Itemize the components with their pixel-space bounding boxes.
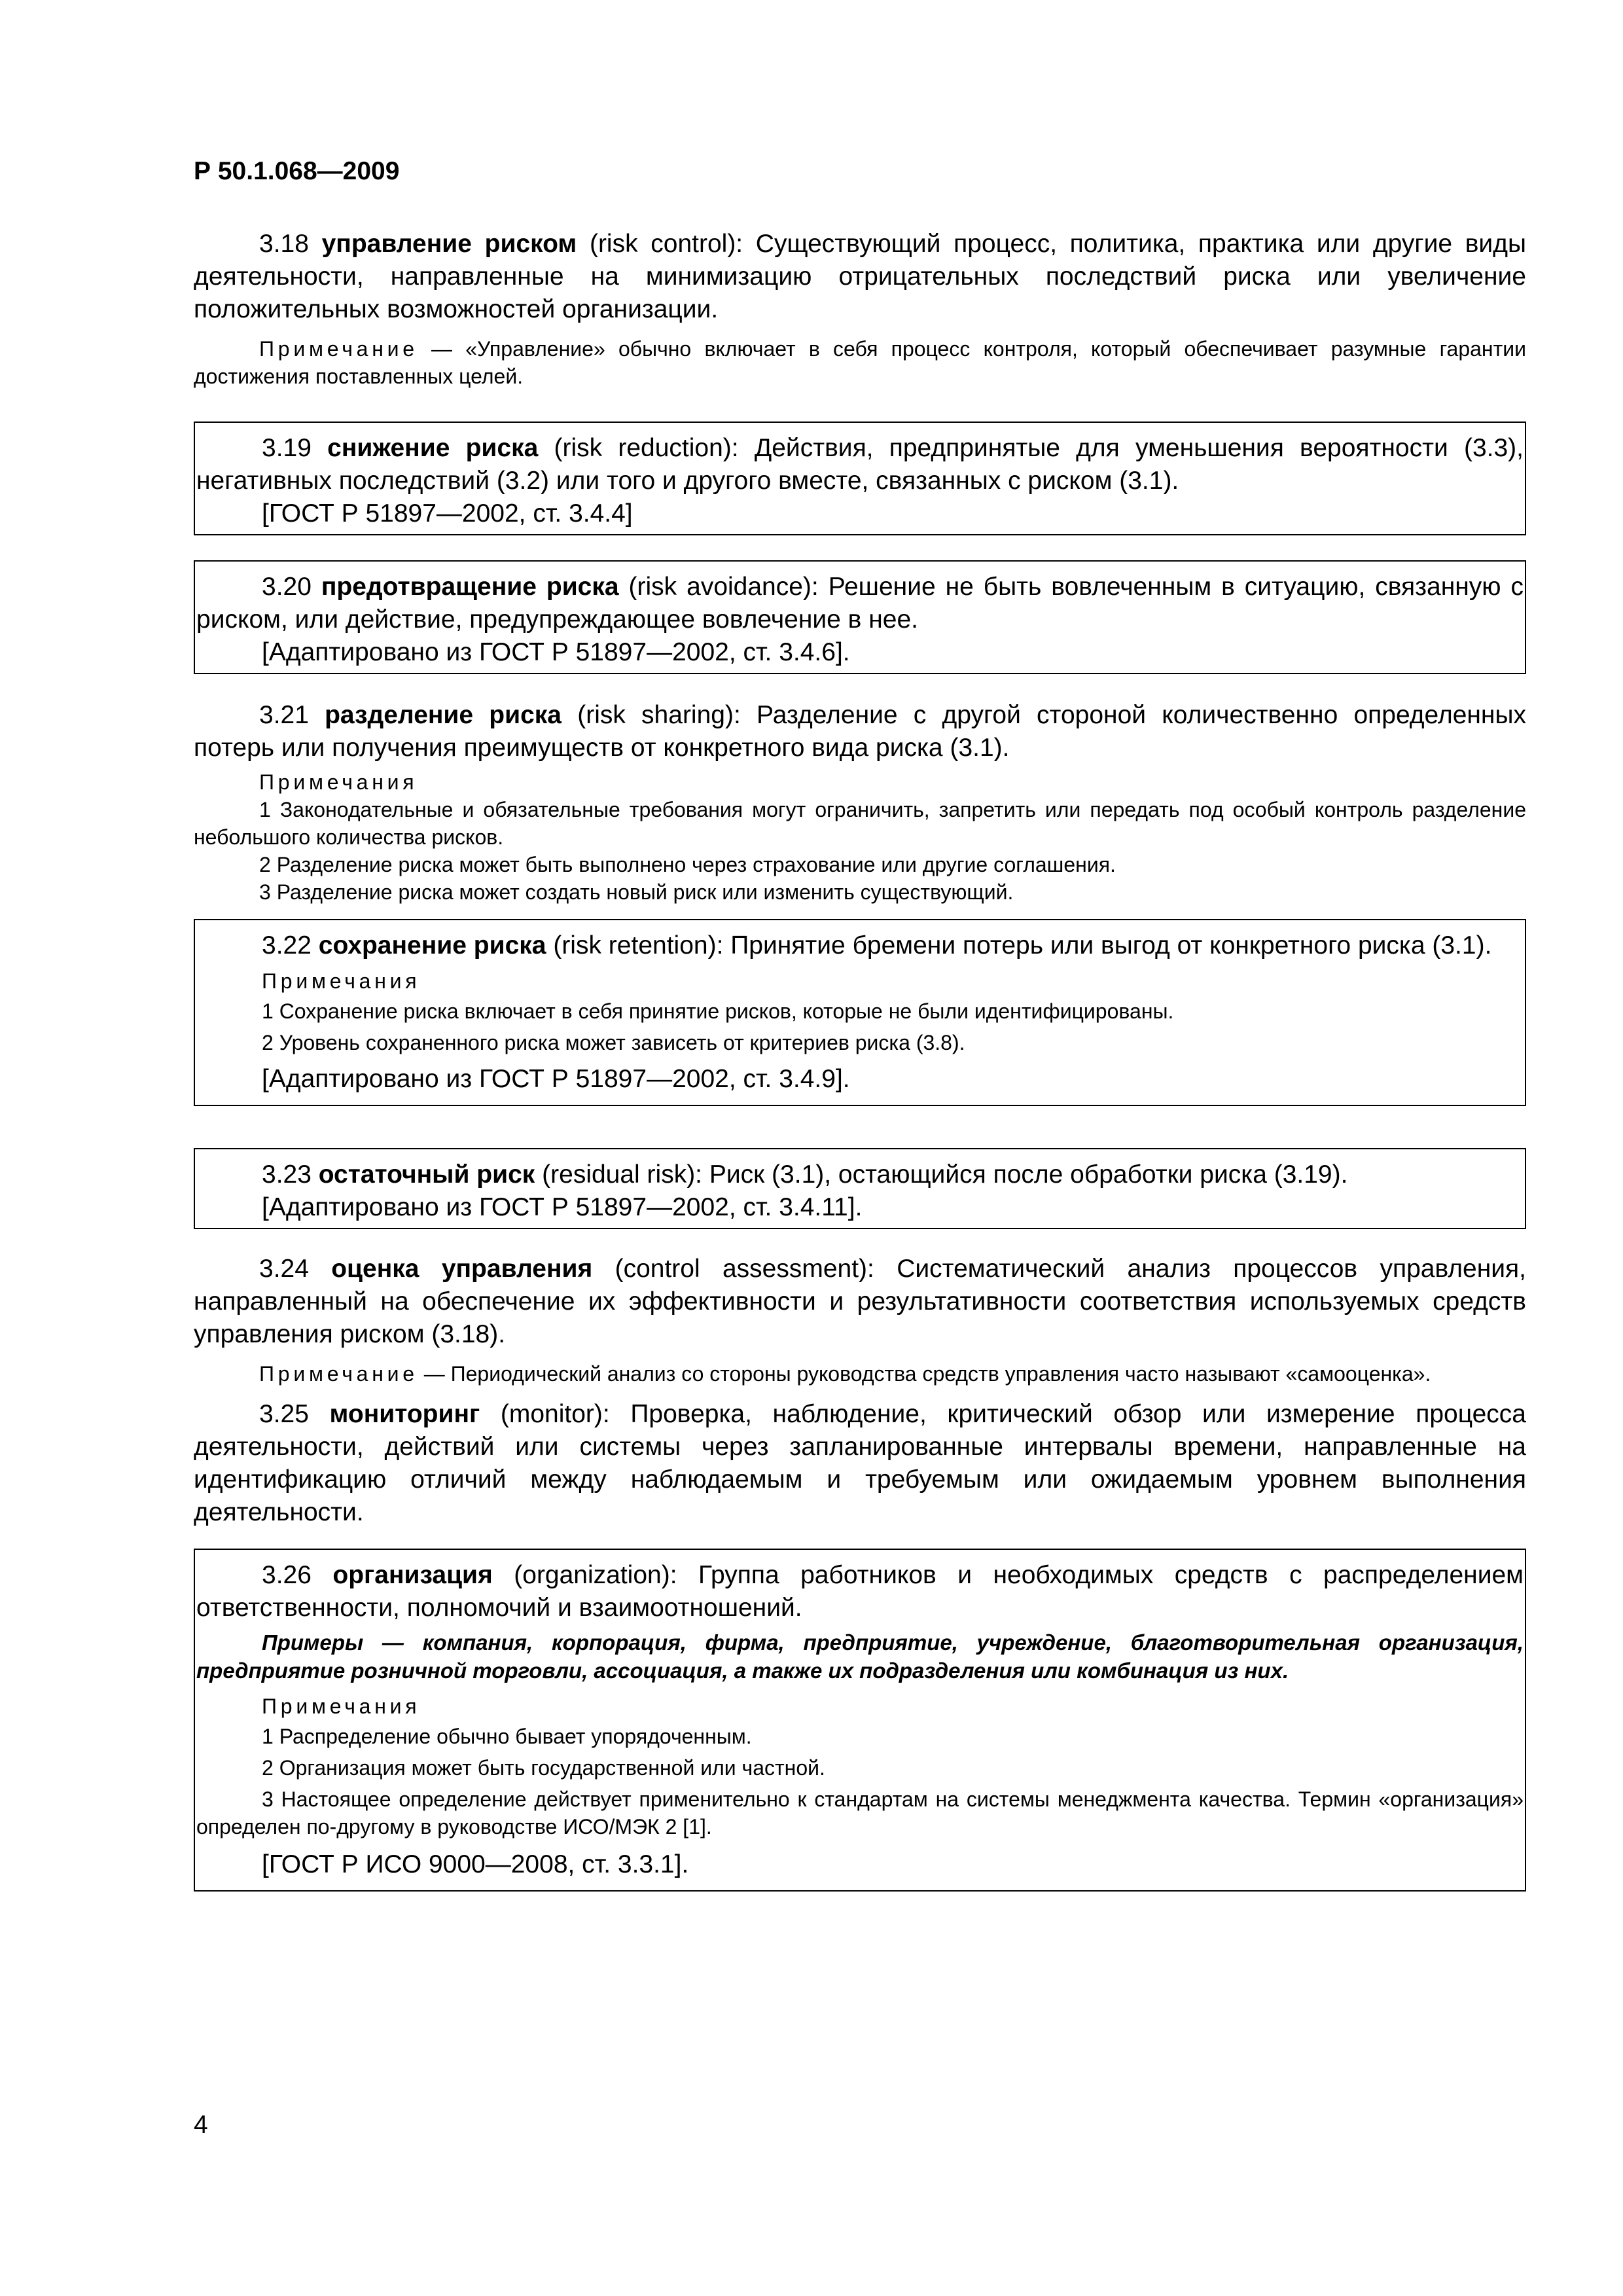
- term-title: оценка управления: [331, 1255, 593, 1283]
- notes-label: Примечания: [259, 770, 418, 794]
- notes-label: Примечания: [262, 969, 421, 993]
- section-3-22-box: [194, 919, 1526, 1106]
- term-number: 3.19: [262, 434, 312, 462]
- term-definition: (monitor): Проверка, наблюдение, критический обзор или измерение процесса деятельности, действий или системы через запланированные интервалы времени, направленные на идентификацию отличий между наблюдаемым и требуемым или ожидаемым уровнем выполнения деятельности.: [194, 1400, 1526, 1526]
- term-definition: (risk avoidance): Решение не быть вовлеченным в ситуацию, связанную с риском, или действие, предупреждающее вовлечение в нее.: [196, 573, 1524, 634]
- term-title: остаточный риск: [318, 1160, 535, 1189]
- note-text: — «Управление» обычно включает в себя процесс контроля, который обеспечивает разумные гарантии достижения поставленных целей.: [194, 337, 1526, 388]
- term-title: организация: [332, 1561, 493, 1589]
- definition-3-23: [196, 1158, 1524, 1191]
- term-title: разделение риска: [325, 701, 562, 729]
- term-definition: (risk control): Существующий процесс, политика, практика или другие виды деятельности, направленные на минимизацию отрицательных последствий риска или увеличение положительных возможностей организации.: [194, 230, 1527, 323]
- source-reference: [Адаптировано из ГОСТ Р 51897—2002, ст. 3.4.6].: [262, 638, 850, 666]
- examples-text: Примеры — компания, корпорация, фирма, предприятие, учреждение, благотворительная организация, предприятие розничной торговли, ассоциация, а также их подразделения или комбинация из них.: [196, 1630, 1524, 1683]
- source-reference: [Адаптировано из ГОСТ Р 51897—2002, ст. 3.4.9].: [262, 1065, 850, 1093]
- term-number: 3.23: [262, 1160, 312, 1189]
- term-definition: (control assessment): Систематический анализ процессов управления, направленный на обеспечение их эффективности и результативности соответствия используемых средств управления риском (3.18).: [194, 1255, 1527, 1348]
- term-number: 3.18: [259, 230, 309, 258]
- section-3-21: [194, 699, 1526, 906]
- term-title: сохранение риска: [318, 931, 546, 960]
- source-reference: [Адаптировано из ГОСТ Р 51897—2002, ст. 3.4.11].: [262, 1193, 863, 1221]
- note-2: 2 Уровень сохраненного риска может зависеть от критериев риска (3.8).: [262, 1031, 965, 1054]
- definition-3-18: [194, 228, 1526, 326]
- section-3-20-box: [194, 560, 1526, 674]
- note-1: 1 Законодательные и обязательные требования могут ограничить, запретить или передать под особый контроль разделение небольшого количества рисков.: [194, 798, 1526, 849]
- definition-3-24: [194, 1253, 1526, 1351]
- term-definition: (risk sharing): Разделение с другой стороной количественно определенных потерь или получения преимуществ от конкретного вида риска (3.1).: [194, 701, 1526, 762]
- note-3: 3 Разделение риска может создать новый риск или изменить существующий.: [259, 880, 1014, 904]
- definition-3-22: [196, 929, 1524, 962]
- definition-3-19: [196, 432, 1524, 497]
- note-2: 2 Разделение риска может быть выполнено через страхование или другие соглашения.: [259, 853, 1116, 876]
- note-3-18: [194, 335, 1526, 390]
- note-text: — Периодический анализ со стороны руководства средств управления часто называют «самооценка».: [418, 1362, 1431, 1386]
- term-definition: (risk retention): Принятие бремени потерь или выгод от конкретного риска (3.1).: [546, 931, 1492, 960]
- section-3-24: [194, 1253, 1526, 1388]
- page-number: 4: [194, 2111, 208, 2139]
- term-title: снижение риска: [327, 434, 539, 462]
- note-3-24: [194, 1360, 1526, 1388]
- definition-3-21: [194, 699, 1526, 764]
- section-3-25: [194, 1398, 1526, 1529]
- note-1: 1 Распределение обычно бывает упорядоченным.: [262, 1725, 752, 1748]
- definition-3-25: [194, 1398, 1526, 1529]
- note-label: Примечание: [259, 1362, 418, 1386]
- term-number: 3.21: [259, 701, 309, 729]
- source-reference: [ГОСТ Р ИСО 9000—2008, ст. 3.3.1].: [262, 1850, 689, 1878]
- term-definition: (risk reduction): Действия, предпринятые для уменьшения вероятности (3.3), негативных последствий (3.2) или того и другого вместе, связанных с риском (3.1).: [196, 434, 1524, 495]
- document-header: Р 50.1.068—2009: [194, 157, 400, 185]
- term-definition: (organization): Группа работников и необходимых средств с распределением ответственности, полномочий и взаимоотношений.: [196, 1561, 1524, 1622]
- definition-3-26: [196, 1559, 1524, 1624]
- note-1: 1 Сохранение риска включает в себя принятие рисков, которые не были идентифицированы.: [262, 999, 1174, 1023]
- section-3-19-box: [194, 422, 1526, 535]
- term-number: 3.25: [259, 1400, 309, 1428]
- term-number: 3.24: [259, 1255, 309, 1283]
- term-number: 3.22: [262, 931, 312, 960]
- term-title: предотвращение риска: [321, 573, 619, 601]
- section-3-18: [194, 228, 1526, 390]
- notes-label: Примечания: [262, 1695, 421, 1718]
- section-3-26-box: [194, 1549, 1526, 1892]
- term-definition: (residual risk): Риск (3.1), остающийся после обработки риска (3.19).: [535, 1160, 1348, 1189]
- term-title: управление риском: [321, 230, 577, 258]
- note-3: 3 Настоящее определение действует применительно к стандартам на системы менеджмента качества. Термин «организация» определен по-другому в руководстве ИСО/МЭК 2 [1].: [196, 1787, 1524, 1839]
- note-2: 2 Организация может быть государственной или частной.: [262, 1756, 825, 1780]
- document-page: [194, 157, 1526, 1892]
- source-reference: [ГОСТ Р 51897—2002, ст. 3.4.4]: [262, 499, 633, 528]
- section-3-23-box: [194, 1148, 1526, 1229]
- term-number: 3.26: [262, 1561, 312, 1589]
- term-title: мониторинг: [329, 1400, 480, 1428]
- term-number: 3.20: [262, 573, 312, 601]
- definition-3-20: [196, 571, 1524, 636]
- note-label: Примечание: [259, 337, 418, 361]
